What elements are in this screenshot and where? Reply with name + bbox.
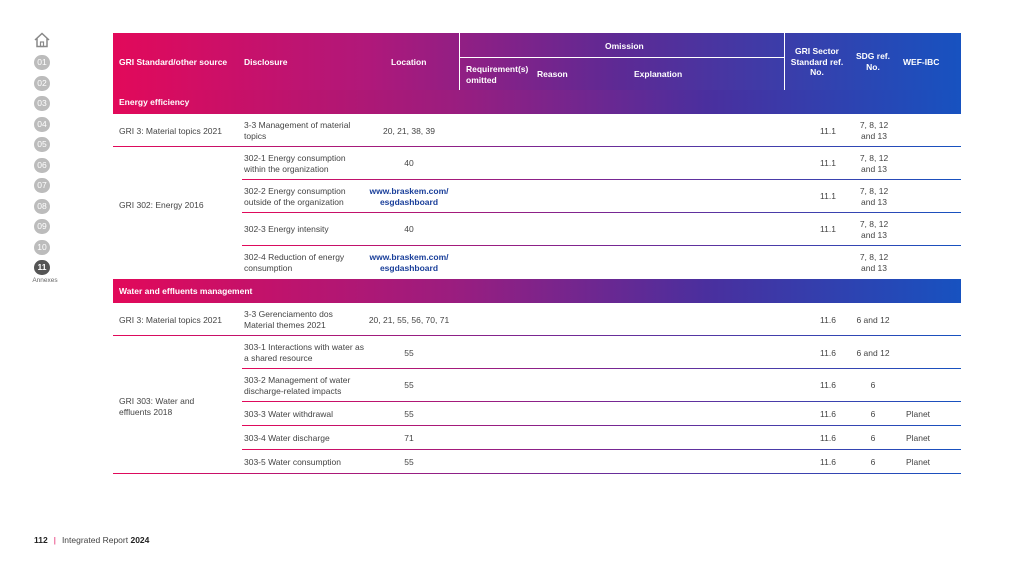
disclosure-cell: 302-1 Energy consumption within the organization	[244, 153, 346, 174]
header-explanation: Explanation	[634, 69, 683, 79]
location-cell: 40	[404, 158, 414, 168]
header-gri-sector: GRI Sector Standard ref. No.	[790, 46, 844, 77]
chapter-09[interactable]: 09	[34, 219, 50, 234]
water-rows	[113, 303, 961, 473]
header-disclosure: Disclosure	[244, 57, 288, 67]
sector-cell: 11.1	[820, 158, 836, 168]
table-row	[113, 450, 961, 474]
section-energy-efficiency: Energy efficiency	[113, 90, 961, 114]
energy-rows	[113, 114, 961, 279]
disclosure-cell: 302-2 Energy consumption outside of the organization	[244, 186, 346, 207]
table-row	[113, 246, 961, 279]
wef-cell: Planet	[905, 409, 931, 419]
location-cell: 20, 21, 55, 56, 70, 71	[368, 315, 450, 325]
header-reason: Reason	[537, 69, 568, 79]
chapter-11-active[interactable]: 11	[34, 260, 50, 275]
sector-cell: 11.6	[820, 315, 836, 325]
disclosure-cell: 303-3 Water withdrawal	[244, 409, 333, 419]
header-location: Location	[391, 57, 427, 67]
report-name: Integrated Report	[61, 535, 129, 545]
table-row	[113, 180, 961, 213]
sdg-cell: 6	[870, 457, 876, 467]
location-cell: 55	[404, 457, 414, 467]
home-icon[interactable]	[33, 31, 51, 49]
sdg-cell: 6	[870, 433, 876, 443]
esgdashboard-link[interactable]: www.braskem.com/ esgdashboard	[369, 186, 449, 207]
disclosure-cell: 302-4 Reduction of energy consumption	[244, 252, 345, 273]
annexes-label: Annexes	[32, 277, 58, 284]
sector-cell: 11.6	[820, 380, 836, 390]
disclosure-cell: 303-1 Interactions with water as a shared resource	[244, 342, 365, 363]
header-omission: Omission	[605, 41, 644, 51]
sdg-cell: 7, 8, 12 and 13	[859, 120, 889, 141]
esgdashboard-link[interactable]: www.braskem.com/ esgdashboard	[369, 252, 449, 273]
table-header	[113, 33, 961, 90]
chapter-04[interactable]: 04	[34, 117, 50, 132]
table-row	[113, 336, 961, 369]
chapter-01[interactable]: 01	[34, 55, 50, 70]
chapter-10[interactable]: 10	[34, 240, 50, 255]
chapter-06[interactable]: 06	[34, 158, 50, 173]
sector-cell: 11.6	[820, 348, 836, 358]
header-sdg: SDG ref. No.	[855, 51, 890, 72]
standard-cell-gri303: GRI 303: Water and effluents 2018	[119, 396, 195, 417]
disclosure-cell: 303-2 Management of water discharge-related impacts	[244, 375, 351, 396]
sector-cell: 11.6	[820, 409, 836, 419]
table-row	[113, 369, 961, 402]
disclosure-cell: 302-3 Energy intensity	[244, 224, 329, 234]
table-row	[113, 303, 961, 336]
header-wef: WEF-IBC	[903, 57, 940, 67]
sector-cell: 11.6	[820, 457, 836, 467]
section-water-effluents: Water and effluents management	[113, 279, 961, 303]
standard-cell: GRI 3: Material topics 2021	[119, 315, 222, 325]
disclosure-cell: 3-3 Management of material topics	[244, 120, 351, 141]
page-footer: 112 | Integrated Report 2024	[34, 535, 150, 545]
gri-index-table	[113, 33, 961, 473]
location-cell: 55	[404, 348, 414, 358]
sdg-cell: 6	[870, 409, 876, 419]
disclosure-cell: 303-4 Water discharge	[244, 433, 330, 443]
location-cell: 20, 21, 38, 39	[383, 126, 435, 136]
sdg-cell: 7, 8, 12 and 13	[859, 219, 889, 240]
table-row	[113, 402, 961, 426]
location-cell: 55	[404, 380, 414, 390]
location-cell: 40	[404, 224, 414, 234]
sdg-cell: 6	[870, 380, 876, 390]
chapter-07[interactable]: 07	[34, 178, 50, 193]
page-number: 112	[34, 535, 48, 545]
table-row	[113, 114, 961, 147]
chapter-05[interactable]: 05	[34, 137, 50, 152]
sector-cell: 11.1	[820, 191, 836, 201]
wef-cell: Planet	[905, 433, 931, 443]
sdg-cell: 6 and 12	[856, 348, 890, 358]
sector-cell: 11.1	[820, 224, 836, 234]
disclosure-cell: 3-3 Gerenciamento dos Material themes 2021	[244, 309, 333, 330]
sdg-cell: 7, 8, 12 and 13	[859, 153, 889, 174]
sdg-cell: 7, 8, 12 and 13	[859, 186, 889, 207]
chapter-08[interactable]: 08	[34, 199, 50, 214]
wef-cell: Planet	[905, 457, 931, 467]
sector-cell: 11.6	[820, 433, 836, 443]
sdg-cell: 6 and 12	[856, 315, 890, 325]
standard-cell-gri302: GRI 302: Energy 2016	[119, 200, 204, 210]
chapter-03[interactable]: 03	[34, 96, 50, 111]
table-row	[113, 213, 961, 246]
location-cell: 55	[404, 409, 414, 419]
standard-cell: GRI 3: Material topics 2021	[119, 126, 222, 136]
sdg-cell: 7, 8, 12 and 13	[859, 252, 889, 273]
sector-cell: 11.1	[820, 126, 836, 136]
location-cell: 71	[404, 433, 414, 443]
disclosure-cell: 303-5 Water consumption	[244, 457, 342, 467]
header-requirements-omitted: Requirement(s) omitted	[466, 64, 529, 85]
table-row	[113, 147, 961, 180]
header-gri-standard: GRI Standard/other source	[119, 57, 228, 67]
chapter-02[interactable]: 02	[34, 76, 50, 91]
report-year: 2024	[130, 535, 150, 545]
table-row	[113, 426, 961, 450]
